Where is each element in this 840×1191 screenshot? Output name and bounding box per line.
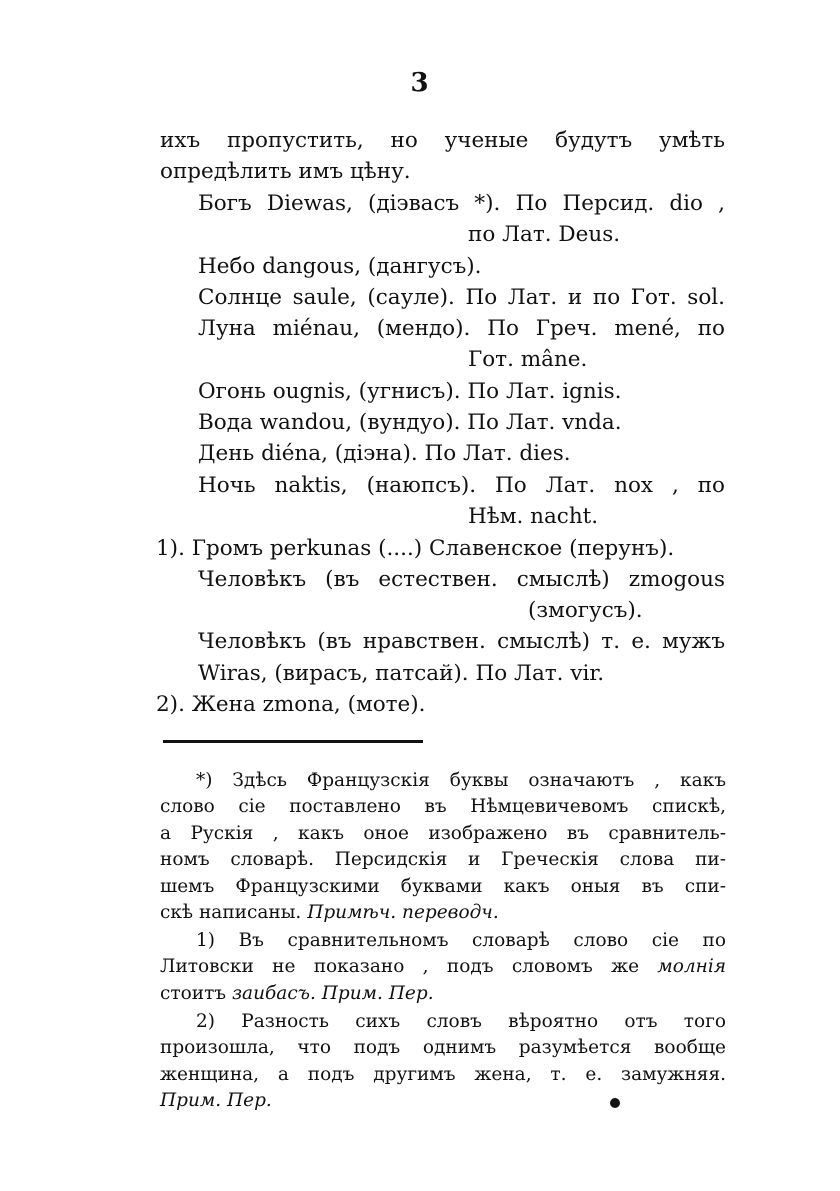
footnote-line: 2) Разность сихъ словъ вѣроятно отъ того	[196, 1011, 726, 1032]
footnote-line: Литовски не показано , подъ словомъ же молнія	[160, 956, 726, 977]
text-line: (змогусъ).	[528, 598, 643, 623]
entry-moon: Луна miénau, (мендо). По Греч. mené, по	[198, 316, 725, 341]
footnote-line: слово сіе поставлено въ Нѣмцевичевомъ спискѣ,	[160, 796, 726, 817]
text-line: по Лат. Deus.	[468, 222, 621, 247]
text-line: Гот. mâne.	[468, 347, 588, 372]
footnote-line: а Рускія , какъ оное изображено въ сравнитель-	[160, 823, 726, 844]
footnote-line: скѣ написаны. Примѣч. переводч.	[160, 902, 499, 923]
footnote-line: 1) Въ сравнительномъ словарѣ слово сіе по	[196, 930, 726, 951]
footnote-line: женщина, а подъ другимъ жена, т. е. замужняя.	[160, 1064, 726, 1085]
entry-night: Ночь naktis, (наюпсъ). По Лат. nox , по	[198, 473, 725, 498]
footnote-line: шемъ Французскими буквами какъ оныя въ спи-	[160, 876, 726, 897]
footnote-separator	[163, 740, 423, 743]
translator-note: заибасъ. Прим. Пер.	[231, 983, 434, 1004]
entry-god: Богъ Diewas, (діэвасъ *). По Персид. dio ,	[198, 191, 725, 216]
entry-fire: Огонь ougnis, (угнисъ). По Лат. ignis.	[198, 379, 622, 404]
footnote-line: *) Здѣсь Французскія буквы означаютъ , какъ	[196, 770, 726, 791]
footnote-line: номъ словарѣ. Персидскія и Греческія слова пи-	[160, 849, 726, 870]
entry-sky: Небо dangous, (дангусъ).	[198, 254, 482, 279]
text-line: Нѣм. nacht.	[468, 504, 599, 529]
italic-word: молнія	[657, 956, 726, 977]
footnote-line: произошла, что подъ однимъ разумѣется вообще	[160, 1037, 726, 1058]
text-line: опредѣлить имъ цѣну.	[160, 159, 411, 184]
entry-man-natural: Человѣкъ (въ естествен. смыслѣ) zmogous	[198, 567, 725, 592]
translator-note: Прим. Пер.	[160, 1090, 272, 1111]
translator-note: Примѣч. переводч.	[307, 902, 499, 923]
entry-sun: Солнце saule, (сауле). По Лат. и по Гот. sol.	[198, 285, 725, 310]
entry-man-moral: Человѣкъ (въ нравствен. смыслѣ) т. е. мужъ	[198, 629, 725, 654]
entry-day: День diéna, (діэна). По Лат. dies.	[198, 441, 571, 466]
ink-mark	[610, 1098, 620, 1108]
entry-wife: 2). Жена zmona, (моте).	[156, 692, 426, 717]
entry-water: Вода wandou, (вундуо). По Лат. vnda.	[198, 410, 622, 435]
footnote-line: стоитъ заибасъ. Прим. Пер.	[160, 983, 434, 1004]
page-number: 3	[410, 68, 430, 98]
text-line: Wiras, (вирасъ, патсай). По Лат. vir.	[198, 661, 605, 686]
entry-thunder: 1). Громъ perkunas (....) Славенское (перунъ).	[156, 536, 675, 561]
text-line: ихъ пропустить, но ученые будутъ умѣть	[160, 128, 725, 153]
